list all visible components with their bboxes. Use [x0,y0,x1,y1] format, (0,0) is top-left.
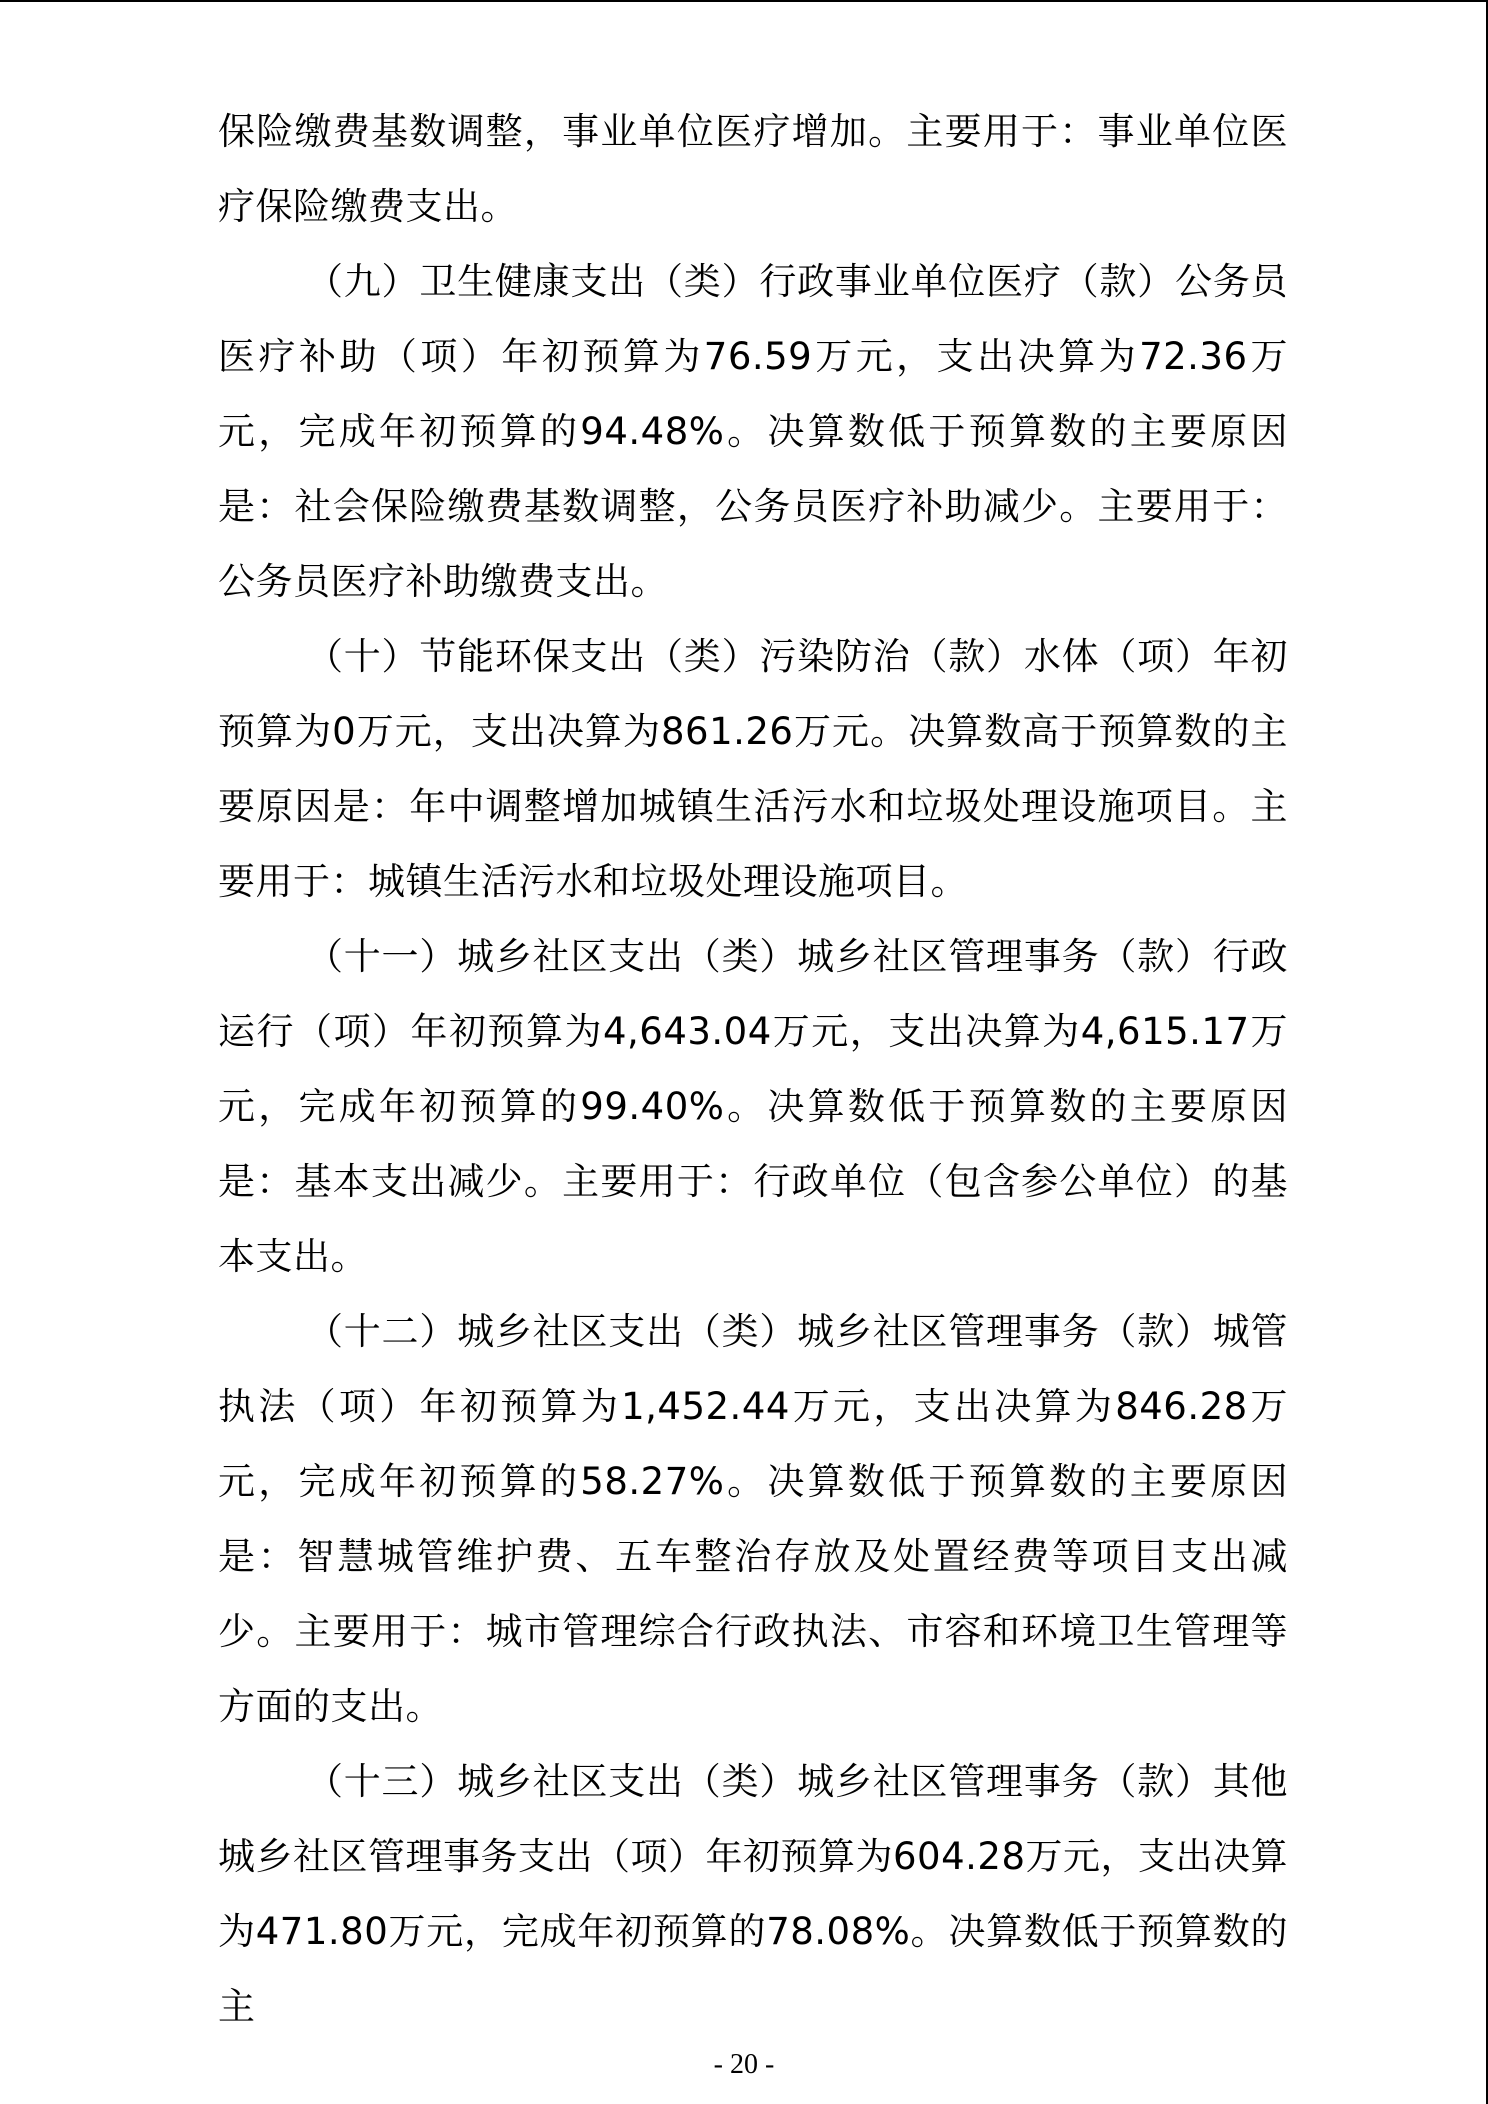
document-body [218,94,1288,2044]
paragraph-continuation: 保险缴费基数调整，事业单位医疗增加。主要用于：事业单位医疗保险缴费支出。 [218,110,1288,228]
paragraph-item-12: （十二）城乡社区支出（类）城乡社区管理事务（款）城管执法（项）年初预算为1,452.44万元，支出决算为846.28万元，完成年初预算的58.27%。决算数低于预算数的主要原因是：智慧城管维护费、五车整治存放及处置经费等项目支出减少。主要用于：城市管理综合行政执法、市容和环境卫生管理等方面的支出。 [218,1310,1288,1728]
paragraph-item-9: （九）卫生健康支出（类）行政事业单位医疗（款）公务员医疗补助（项）年初预算为76.59万元，支出决算为72.36万元，完成年初预算的94.48%。决算数低于预算数的主要原因是：社会保险缴费基数调整，公务员医疗补助减少。主要用于：公务员医疗补助缴费支出。 [218,260,1288,603]
paragraph-item-13: （十三）城乡社区支出（类）城乡社区管理事务（款）其他城乡社区管理事务支出（项）年初预算为604.28万元，支出决算为471.80万元，完成年初预算的78.08%。决算数低于预算数的主 [218,1760,1288,2028]
page-number: - 20 - [713,2049,775,2080]
paragraph-item-10: （十）节能环保支出（类）污染防治（款）水体（项）年初预算为0万元，支出决算为861.26万元。决算数高于预算数的主要原因是：年中调整增加城镇生活污水和垃圾处理设施项目。主要用于：城镇生活污水和垃圾处理设施项目。 [218,635,1288,903]
paragraph-item-11: （十一）城乡社区支出（类）城乡社区管理事务（款）行政运行（项）年初预算为4,643.04万元，支出决算为4,615.17万元，完成年初预算的99.40%。决算数低于预算数的主要原因是：基本支出减少。主要用于：行政单位（包含参公单位）的基本支出。 [218,935,1288,1278]
